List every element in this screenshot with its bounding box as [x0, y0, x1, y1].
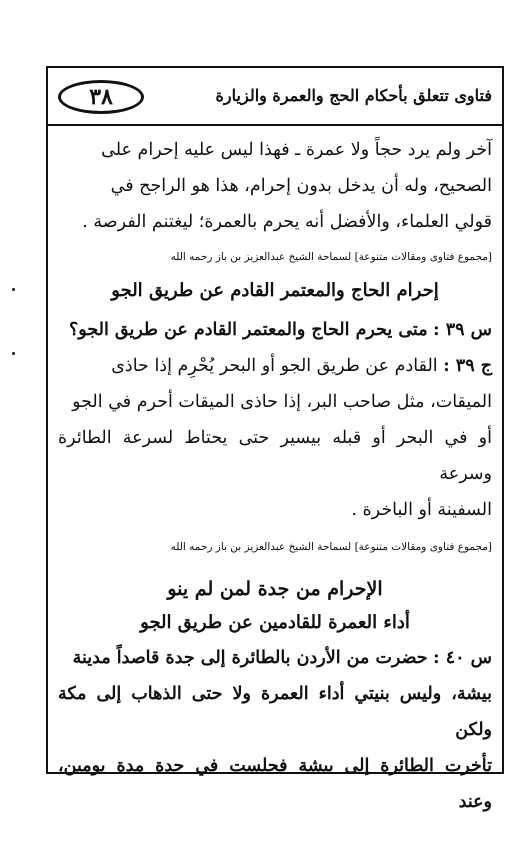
question-40 [58, 640, 492, 676]
page-body [58, 132, 492, 820]
section-heading: إحرام الحاج والمعتمر القادم عن طريق الجو [111, 280, 439, 301]
answer-line: القادم عن طريق الجو أو البحر يُحْرِم إذا حاذى [111, 356, 438, 376]
question-line: حضرت من الأردن بالطائرة إلى جدة قاصداً مدينة [72, 648, 428, 668]
question-line: بيشة، وليس بنيتي أداء العمرة ولا حتى الذهاب إلى مكة ولكن [58, 684, 492, 740]
page-number: ٣٨ [58, 80, 144, 114]
answer-line: الميقات، مثل صاحب البر، إذا حاذى الميقات أحرم في الجو [72, 392, 492, 412]
margin-dot [12, 352, 15, 355]
body-line: آخر ولم يرد حجاً ولا عمرة ـ فهذا ليس عليه إحرام على [101, 140, 492, 160]
question-text: متى يحرم الحاج والمعتمر القادم عن طريق الجو؟ [69, 320, 428, 340]
question-line: تأخرت الطائرة إلى بيشة فجلست في جدة مدة يومين، وعند [58, 756, 492, 812]
answer-label: ج ٣٩ : [443, 356, 492, 376]
source-citation: [مجموع فتاوى ومقالات متنوعة] لسماحة الشيخ عبدالعزيز بن باز رحمه الله [170, 541, 492, 553]
answer-line: أو في البحر أو قبله بيسير حتى يحتاط لسرعة الطائرة وسرعة [58, 428, 492, 484]
body-line: قولي العلماء، والأفضل أنه يحرم بالعمرة؛ ليغتنم الفرصة . [82, 212, 492, 232]
body-line: الصحيح، وله أن يدخل بدون إحرام، هذا هو الراجح في [110, 176, 492, 196]
section-heading: أداء العمرة للقادمين عن طريق الجو [140, 612, 410, 633]
book-title: فتاوى تتعلق بأحكام الحج والعمرة والزيارة [215, 86, 492, 105]
page-frame [46, 66, 504, 812]
question-39 [58, 312, 492, 348]
question-label: س ٤٠ : [433, 648, 492, 668]
section-heading: الإحرام من جدة لمن لم ينو [167, 578, 383, 600]
answer-line: السفينة أو الباخرة . [351, 500, 492, 520]
question-label: س ٣٩ : [433, 320, 492, 340]
margin-dot [12, 288, 15, 291]
source-citation: [مجموع فتاوى ومقالات متنوعة] لسماحة الشيخ عبدالعزيز بن باز رحمه الله [170, 251, 492, 263]
answer-39 [58, 348, 492, 384]
page-header [48, 68, 502, 126]
